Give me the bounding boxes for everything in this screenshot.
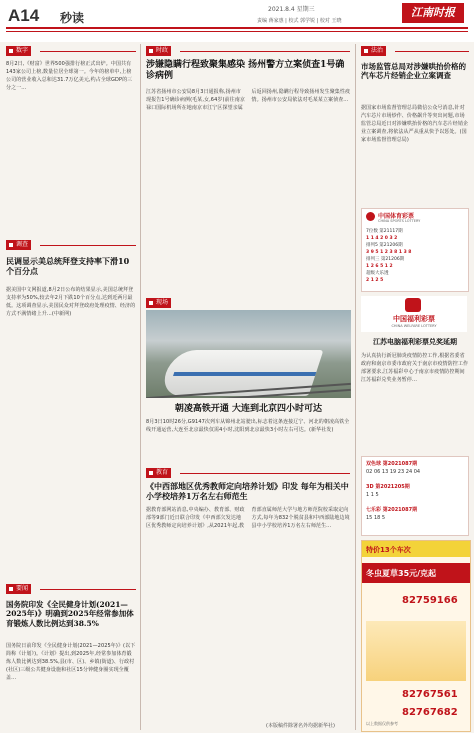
lottery-row: 排列三 第21206期: [366, 257, 405, 262]
draw-numbers: 1 1 5: [366, 492, 379, 498]
article-fortune-500: 8月2日,《财富》世界500强排行榜正式出炉。中国共有143家公司上榜,数量位居全球第一。今年的榜单中,上榜公司的营业收入总和达31.7万亿美元,约占全球GDP的三分之一...: [6, 61, 133, 91]
sports-lottery-results: [366, 228, 464, 284]
ad-image: [366, 621, 466, 681]
headline-biden-poll: 民调显示美总统拜登支持率下滑10个百分点: [6, 256, 130, 276]
draw-label: 双色球 第2021087期: [366, 461, 418, 467]
tag-rule: [40, 245, 136, 246]
header-rule: [6, 27, 468, 29]
tag-rule: [180, 51, 350, 52]
ad-headline: 特价13个车次: [366, 546, 411, 554]
tag-politics: 时政: [146, 46, 171, 56]
tag-rule: [40, 589, 136, 590]
tag-law: 法治: [361, 46, 386, 56]
lottery-row: 2 1 2 5: [366, 278, 384, 283]
tag-survey: 调查: [6, 240, 31, 250]
sports-lottery-subtitle: CHINA SPORTS LOTTERY: [378, 219, 421, 223]
sports-lottery-title: 中国体育彩票: [378, 213, 415, 220]
welfare-draw-results: [361, 456, 469, 536]
headline-yangzhou: 涉嫌隐瞒行程致聚集感染 扬州警方立案侦查1号确诊病例: [146, 60, 345, 82]
issue-date: 2021.8.4 星期三: [268, 6, 315, 13]
headline-welfare-delay: 江苏电脑福利彩票兑奖延期: [373, 337, 457, 346]
welfare-lottery-icon: [405, 298, 421, 312]
lottery-row: 7位数 第21117期: [366, 229, 403, 234]
article-teacher-plan: 据教育部网站消息,中央编办、教育部、财政部等9部门近日联合印发《中西部欠发达地区优秀教师定向培养计划》,从2021年起,教育部直属师范大学与地方师范院校采取定向方式,每年为832个脱贫县和中西部陆地边境县中小学校培养1万名左右师范生...: [146, 507, 350, 529]
ad-footer: 以上数据仅供参考: [366, 721, 398, 726]
headline-teacher-plan: 《中西部地区优秀教师定向培养计划》印发 每年为相关中小学校培养1万名左右师范生: [146, 481, 349, 501]
tag-news: 要闻: [6, 584, 31, 594]
headline-chip-investigation: 市场监管总局对涉嫌哄抬价格的汽车芯片经销企业立案调查: [361, 62, 466, 81]
article-chip-investigation: 据国家市场监督管理总局微信公众号消息,针对汽车芯片市场炒作、价格飙升等突出问题,市场监管总局近日对涉嫌哄抬价格的汽车芯片经销企业立案调查,将依法从严从重从快予以惩处。(国家市场监督管理总局): [361, 105, 469, 143]
article-biden-poll: 据美国中文网报道,8月2日公布的结果显示,美国总统拜登支持率为50%,较去年2月下跌10个百分点,达到近两月最低。这项调查显示,美国民众对拜登政府处理疫情、经济的方式不满情绪上升...(中新网): [6, 287, 136, 317]
high-speed-train-image: [159, 350, 324, 396]
column-divider: [140, 44, 141, 730]
caption-headline: 朝凌高铁开通 大连到北京四小时可达: [174, 404, 323, 414]
draw-numbers: 15 18 5: [366, 515, 386, 521]
classified-ad: [361, 540, 471, 732]
lottery-row: 3 9 5 1 2 3 8 1 3 8: [366, 250, 412, 255]
article-fitness-plan: 国务院日前印发《全民健身计划(2021—2025年)》(以下简称《计划》)。《计划》提出,到2025年,经常参加体育锻炼人数比例达到38.5%,县(市、区)、乡镇(街道)、行政村(社区)三级公共健身设施和社区15分钟健身圈实现全覆盖...: [6, 643, 136, 681]
page-number: A14: [8, 6, 40, 25]
ad-phone: 82759166: [402, 595, 458, 606]
draw-numbers: 02 06 13 19 23 24 04: [366, 469, 421, 475]
lottery-row: 1 1 4 2 0 3 2: [366, 236, 398, 241]
welfare-lottery-title: 中国福利彩票: [393, 315, 435, 323]
lottery-row: 排列5 第21206期: [366, 243, 403, 248]
lottery-row: 超级大乐透: [366, 271, 389, 276]
article-welfare-delay: 为认真执行新冠肺炎疫情防控工作,根据省委省政府和南京市委市政府关于南京市疫情防控工作部署要求,江苏福彩中心于南京市疫情防控期间江苏福彩兑奖业务暂停...: [361, 353, 469, 383]
caption-text: 8月3日10时26分,G9147次列车从锦州北站驶出,标志着这条连接辽宁、河北的朝凌高铁全线开通运营,大连至北京最快仅需4小时,沈阳到北京最快3小时左右可达。(新华社发): [146, 419, 350, 433]
tag-rule: [395, 51, 469, 52]
tag-rule: [40, 51, 136, 52]
column-divider: [355, 44, 356, 730]
train-photo: [146, 310, 351, 398]
ad-phone: 82767682: [402, 707, 458, 718]
tag-rule: [180, 473, 350, 474]
editor-credits: 责编 蒋家惠 | 校式 郭学锐 | 校对 王晓: [257, 18, 342, 24]
draw-label: 七乐彩 第2021087期: [366, 507, 418, 513]
sports-lottery-box: [361, 208, 469, 292]
welfare-lottery-subtitle: CHINA WELFARE LOTTERY: [391, 324, 437, 328]
welfare-lottery-banner: [361, 296, 467, 332]
headline-fitness-plan: 国务院印发《全民健身计划(2021—2025年)》明确到2025年经常参加体育锻炼人数比例达到38.5%: [6, 600, 134, 628]
ad-phone: 82767561: [402, 689, 458, 700]
page-footnote: (本版稿件除署名外均据新华社): [266, 723, 335, 729]
tag-scene: 现场: [146, 298, 171, 308]
ad-price: 冬虫夏草35元/克起: [366, 569, 437, 578]
sports-lottery-icon: [366, 212, 375, 221]
draw-label: 3D 第2021205期: [366, 484, 410, 490]
header-rule-thin: [6, 31, 468, 32]
section-title: 秒读: [60, 11, 85, 25]
tag-number: 数字: [6, 46, 31, 56]
tag-education: 教育: [146, 468, 171, 478]
newspaper-logo: 江南时报: [402, 3, 464, 23]
article-yangzhou: 江苏省扬州市公安局8月3日通报称,扬州市现报告1号确诊病例(毛某,女,64岁)前往南京禄口国际机场所在地南京市江宁区探望亲属后返回扬州,隐瞒行程导致扬州发生聚集性疫情。扬州市公安局依法对毛某某立案侦查...: [146, 89, 351, 111]
lottery-row: 1 2 6 5 1 2: [366, 264, 393, 269]
